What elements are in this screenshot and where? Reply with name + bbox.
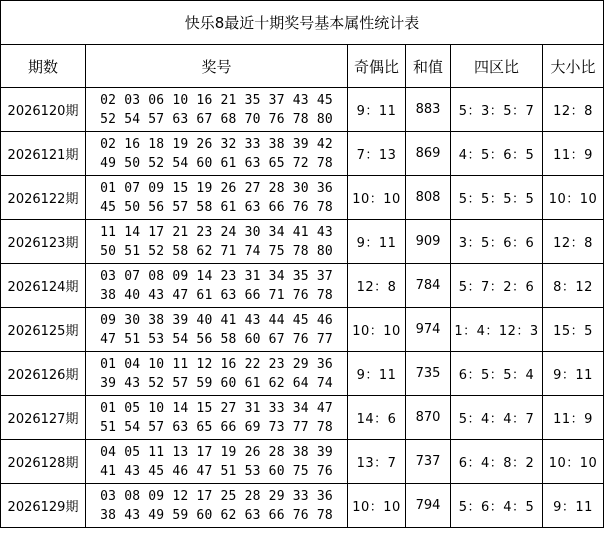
table-row [1,132,604,176]
period-cell: 2026124期 [1,264,86,308]
big-small-cell: 11：9 [543,132,604,176]
odd-even-cell: 7：13 [348,132,406,176]
period-cell: 2026123期 [1,220,86,264]
big-small-cell: 9：11 [543,484,604,528]
odd-even-cell: 9：11 [348,352,406,396]
numbers-line-1: 01 07 09 15 19 26 27 28 30 36 [100,180,333,196]
period-cell: 2026126期 [1,352,86,396]
table-row [1,440,604,484]
header-period: 期数 [1,45,86,88]
odd-even-cell: 13：7 [348,440,406,484]
table-row [1,176,604,220]
numbers-line-1: 09 30 38 39 40 41 43 44 45 46 [100,312,333,328]
numbers-line-2: 51 54 57 63 65 66 69 73 77 78 [100,419,333,435]
header-big-small: 大小比 [543,45,604,88]
numbers-line-2: 38 43 49 59 60 62 63 66 76 78 [100,507,333,523]
numbers-cell [86,484,348,528]
sum-cell: 794 [406,484,451,528]
period-cell: 2026129期 [1,484,86,528]
sum-cell: 909 [406,220,451,264]
big-small-cell: 11：9 [543,396,604,440]
numbers-line-2: 47 51 53 54 56 58 60 67 76 77 [100,331,333,347]
odd-even-cell: 9：11 [348,88,406,132]
numbers-line-1: 03 07 08 09 14 23 31 34 35 37 [100,268,333,284]
sum-cell: 735 [406,352,451,396]
numbers-line-1: 11 14 17 21 23 24 30 34 41 43 [100,224,333,240]
odd-even-cell: 9：11 [348,220,406,264]
zone-cell: 1：4：12：3 [451,308,543,352]
zone-cell: 4：5：6：5 [451,132,543,176]
period-cell: 2026128期 [1,440,86,484]
numbers-line-1: 03 08 09 12 17 25 28 29 33 36 [100,488,333,504]
zone-cell: 3：5：6：6 [451,220,543,264]
title-row [1,1,604,45]
numbers-line-1: 01 04 10 11 12 16 22 23 29 36 [100,356,333,372]
period-cell: 2026127期 [1,396,86,440]
table-title: 快乐8最近十期奖号基本属性统计表 [1,1,604,45]
zone-cell: 5：5：5：5 [451,176,543,220]
table-row [1,352,604,396]
numbers-line-2: 39 43 52 57 59 60 61 62 64 74 [100,375,333,391]
odd-even-cell: 10：10 [348,484,406,528]
odd-even-cell: 12：8 [348,264,406,308]
numbers-line-2: 50 51 52 58 62 71 74 75 78 80 [100,243,333,259]
numbers-cell [86,396,348,440]
big-small-cell: 9：11 [543,352,604,396]
zone-cell: 6：5：5：4 [451,352,543,396]
zone-cell: 5：7：2：6 [451,264,543,308]
sum-cell: 784 [406,264,451,308]
odd-even-cell: 14：6 [348,396,406,440]
numbers-cell [86,440,348,484]
odd-even-cell: 10：10 [348,176,406,220]
zone-cell: 6：4：8：2 [451,440,543,484]
big-small-cell: 10：10 [543,176,604,220]
sum-cell: 974 [406,308,451,352]
sum-cell: 883 [406,88,451,132]
numbers-line-1: 01 05 10 14 15 27 31 33 34 47 [100,400,333,416]
numbers-cell [86,352,348,396]
numbers-line-1: 02 03 06 10 16 21 35 37 43 45 [100,92,333,108]
numbers-line-1: 04 05 11 13 17 19 26 28 38 39 [100,444,333,460]
header-numbers: 奖号 [86,45,348,88]
big-small-cell: 15：5 [543,308,604,352]
numbers-line-2: 38 40 43 47 61 63 66 71 76 78 [100,287,333,303]
sum-cell: 808 [406,176,451,220]
numbers-cell [86,132,348,176]
period-cell: 2026120期 [1,88,86,132]
numbers-cell [86,176,348,220]
numbers-cell [86,308,348,352]
zone-cell: 5：3：5：7 [451,88,543,132]
table-row [1,88,604,132]
big-small-cell: 12：8 [543,88,604,132]
big-small-cell: 8：12 [543,264,604,308]
big-small-cell: 12：8 [543,220,604,264]
numbers-cell [86,88,348,132]
header-zone: 四区比 [451,45,543,88]
period-cell: 2026122期 [1,176,86,220]
big-small-cell: 10：10 [543,440,604,484]
table-row [1,220,604,264]
numbers-line-2: 45 50 56 57 58 61 63 66 76 78 [100,199,333,215]
table-row [1,484,604,528]
numbers-cell [86,264,348,308]
numbers-line-2: 41 43 45 46 47 51 53 60 75 76 [100,463,333,479]
header-odd-even: 奇偶比 [348,45,406,88]
table-row [1,264,604,308]
period-cell: 2026121期 [1,132,86,176]
numbers-line-2: 49 50 52 54 60 61 63 65 72 78 [100,155,333,171]
header-row [1,45,604,88]
zone-cell: 5：4：4：7 [451,396,543,440]
numbers-cell [86,220,348,264]
table-row [1,308,604,352]
sum-cell: 869 [406,132,451,176]
table-row [1,396,604,440]
sum-cell: 870 [406,396,451,440]
numbers-line-1: 02 16 18 19 26 32 33 38 39 42 [100,136,333,152]
header-sum: 和值 [406,45,451,88]
zone-cell: 5：6：4：5 [451,484,543,528]
odd-even-cell: 10：10 [348,308,406,352]
numbers-line-2: 52 54 57 63 67 68 70 76 78 80 [100,111,333,127]
sum-cell: 737 [406,440,451,484]
period-cell: 2026125期 [1,308,86,352]
